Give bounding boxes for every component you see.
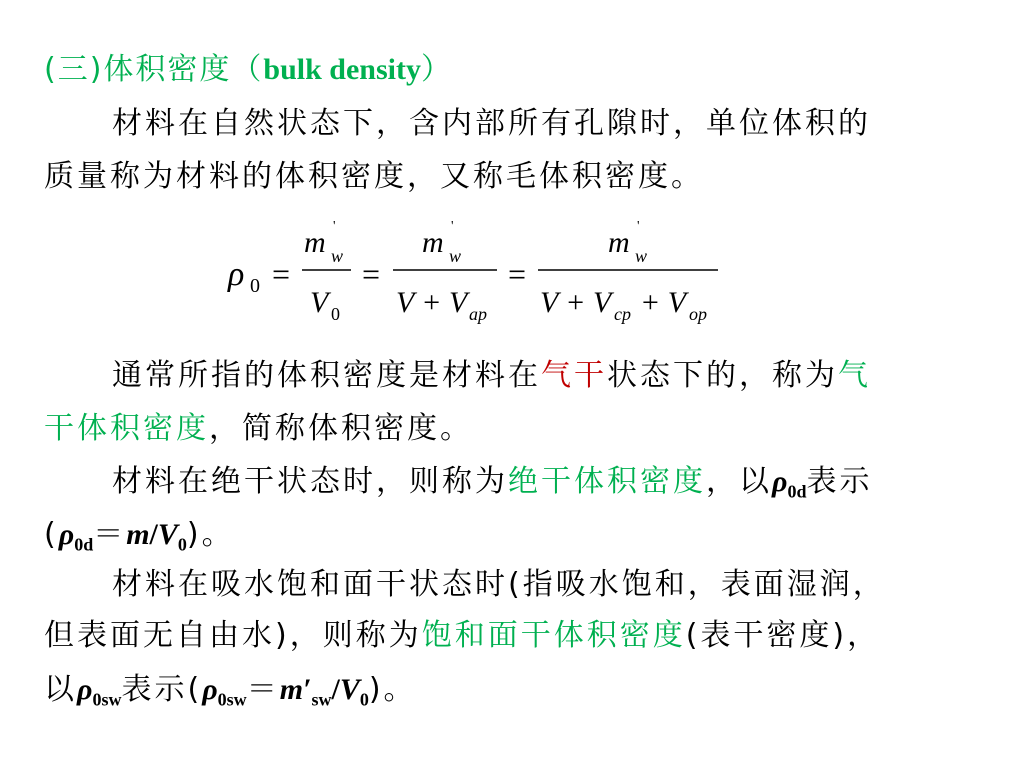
formula-eq-3: = xyxy=(508,256,527,292)
para4-symbol-sub: 0sw xyxy=(92,689,122,710)
para3-text-c: 表示 xyxy=(806,464,873,499)
frac3-den-a: V + V xyxy=(540,286,612,319)
frac3-den-sub-b: op xyxy=(689,304,707,324)
frac3-den-sub-a: cp xyxy=(614,304,631,324)
formula-lhs-sub: 0 xyxy=(250,275,260,297)
para2-green-term-b: 干体积密度 xyxy=(44,411,209,446)
para3-eq-sub: 0d xyxy=(74,534,94,555)
para3-v-sub: 0 xyxy=(177,534,187,555)
formula-svg xyxy=(0,200,1024,340)
density-formula xyxy=(0,200,1024,340)
frac1-den: V xyxy=(310,286,329,319)
para4-symbol: ρ xyxy=(77,673,93,706)
para4-text-a: 但表面无自由水)，则称为 xyxy=(44,618,422,653)
para4-text-d: 表示( xyxy=(121,672,203,707)
para2-text-a: 通常所指的体积密度是材料在 xyxy=(112,358,541,393)
frac2-den-sub: ap xyxy=(469,304,487,324)
para2-text-c: ，简称体积密度。 xyxy=(209,411,473,446)
para4-green-term: 饱和面干体积密度 xyxy=(421,618,686,653)
para3-eq: ＝ xyxy=(93,517,127,552)
frac2-prime: ' xyxy=(451,219,454,234)
para3-line1 xyxy=(112,462,1024,502)
para1-line2: 质量称为材料的体积密度，又称毛体积密度。 xyxy=(44,159,704,194)
para3-symbol-sub: 0d xyxy=(787,481,807,502)
frac1-den-sub: 0 xyxy=(331,304,340,324)
para2-line1 xyxy=(112,356,1024,396)
para2-text-b: 状态下的，称为 xyxy=(607,358,838,393)
frac2-num-sub: w xyxy=(449,246,462,266)
para3-m: m xyxy=(126,518,150,551)
para4-line3 xyxy=(44,670,994,710)
para4-line2 xyxy=(44,616,994,656)
title-en: bulk density xyxy=(263,53,421,86)
para4-eq: ＝ xyxy=(246,672,280,707)
para3-slash: / xyxy=(149,518,158,551)
para3-text-a: 材料在绝干状态时，则称为 xyxy=(112,464,508,499)
para3-line2 xyxy=(44,515,994,555)
para4-slash: / xyxy=(331,673,340,706)
formula-eq-2: = xyxy=(362,256,381,292)
para4-eq-symbol: ρ xyxy=(202,673,218,706)
formula-lhs-symbol: ρ xyxy=(228,256,245,293)
frac1-num: m xyxy=(304,226,326,259)
frac1-prime: ' xyxy=(333,219,336,234)
frac2-num: m xyxy=(422,226,444,259)
para4-close: )。 xyxy=(368,672,417,707)
frac3-num-sub: w xyxy=(635,246,648,266)
frac3-prime: ' xyxy=(637,219,640,234)
para3-close: )。 xyxy=(186,517,235,552)
para2-red-term: 气干 xyxy=(541,358,607,393)
title-prefix: (三) xyxy=(44,52,104,87)
title-suffix: ） xyxy=(421,52,453,87)
para4-v: V xyxy=(339,673,360,706)
para3-text-b: ，以 xyxy=(706,464,772,499)
para4-text-b: (表干密度)， xyxy=(685,618,881,653)
para4-line1: 材料在吸水饱和面干状态时(指吸水饱和，表面湿润， xyxy=(112,567,886,602)
para4-m-sub: sw xyxy=(311,689,332,710)
para3-green-term: 绝干体积密度 xyxy=(508,464,706,499)
title-cn: 体积密度（ xyxy=(103,52,264,87)
para2-line2 xyxy=(44,409,994,449)
para3-v: V xyxy=(157,518,178,551)
para2-green-term-a: 气 xyxy=(838,358,871,393)
para3-symbol: ρ xyxy=(772,465,788,498)
para4-m: m′ xyxy=(279,673,312,706)
para3-eq-symbol: ρ xyxy=(58,518,75,551)
para4-text-c: 以 xyxy=(44,672,77,707)
frac3-den-b: + V xyxy=(640,286,687,319)
para4-eq-sub: 0sw xyxy=(217,689,247,710)
frac2-den: V + V xyxy=(396,286,468,319)
para1-line1: 材料在自然状态下，含内部所有孔隙时，单位体积的 xyxy=(112,106,871,141)
frac3-num: m xyxy=(608,226,630,259)
para3-open: ( xyxy=(44,517,59,552)
para4-v-sub: 0 xyxy=(359,689,369,710)
formula-eq-1: = xyxy=(272,256,291,292)
section-title xyxy=(44,50,994,90)
frac1-num-sub: w xyxy=(331,246,344,266)
